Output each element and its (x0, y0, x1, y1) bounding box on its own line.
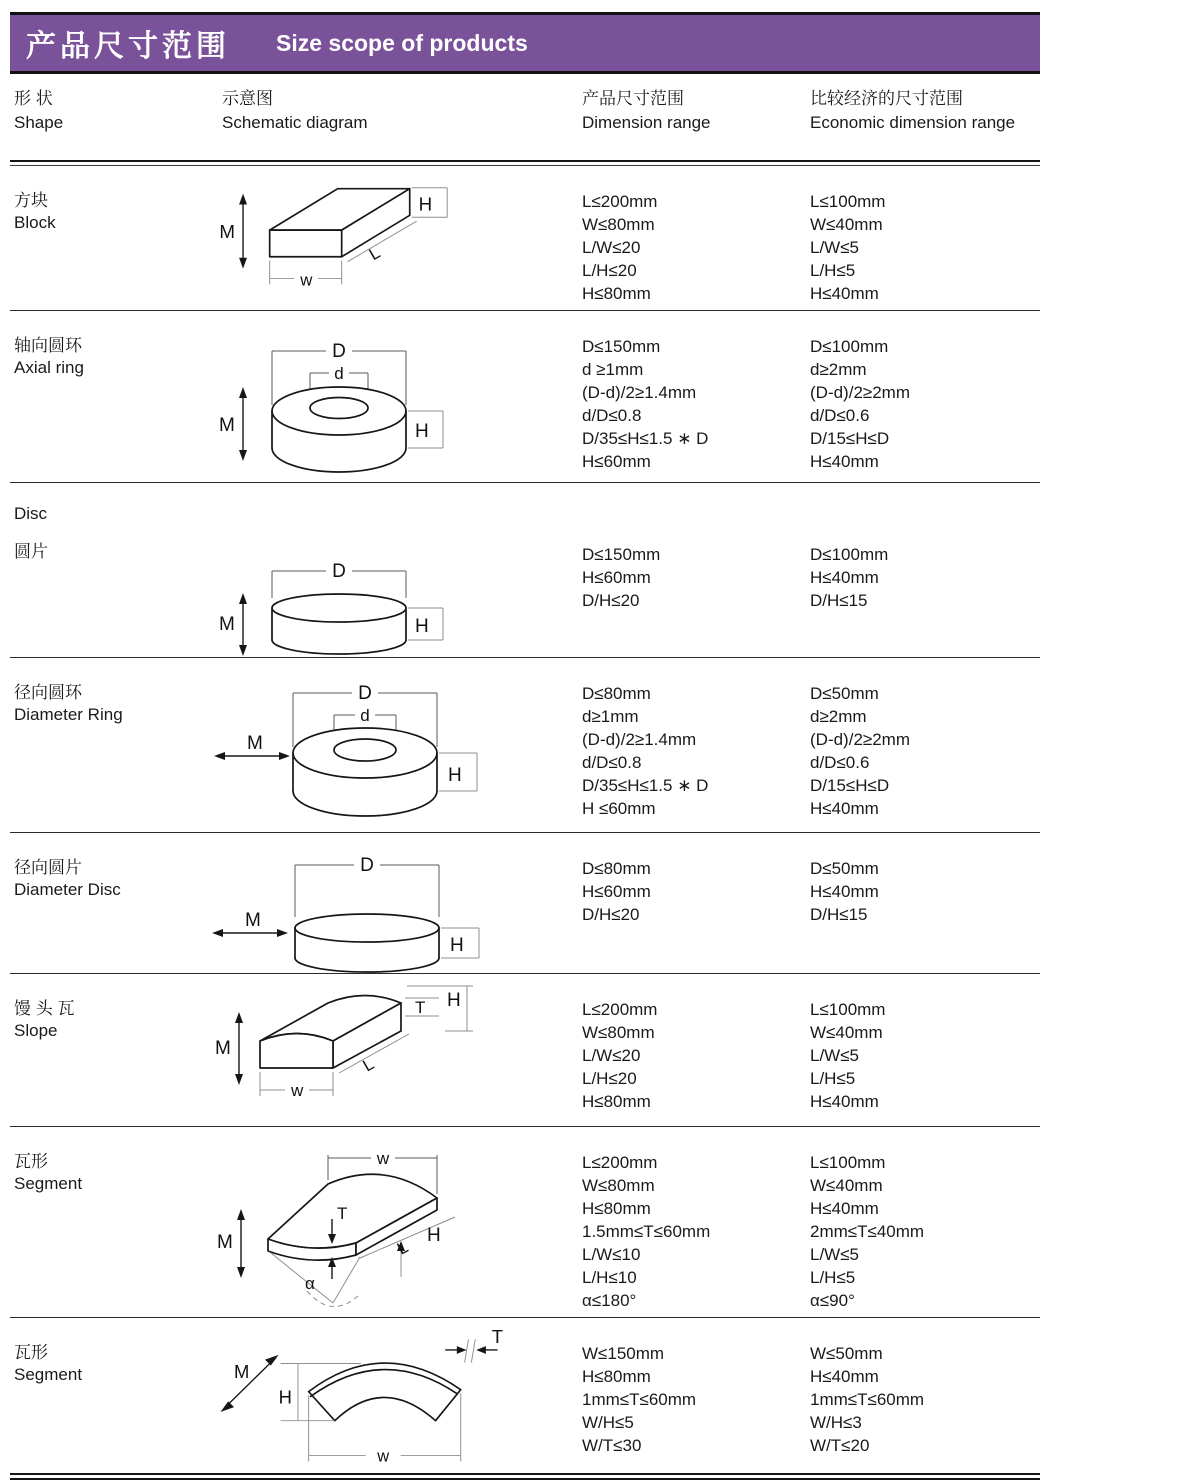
slope-schematic (205, 974, 575, 1126)
shape-name: 轴向圆环 Axial ring (14, 336, 84, 377)
dimension-line: L/H≤10 (582, 1268, 637, 1287)
shape-name: Disc 圆片 (14, 504, 48, 561)
shape-name: 瓦形 Segment (14, 1343, 83, 1384)
diameter-disc-diagram (205, 833, 575, 973)
diagram-label-m: M (219, 221, 235, 242)
table-row-slope (10, 974, 1040, 1127)
diagram-label-l: L (359, 1054, 378, 1076)
column-header-shape: 形 状 Shape (14, 89, 64, 132)
economic-range (810, 543, 888, 612)
dimension-line: H≤80mm (582, 1092, 651, 1111)
dimension-line: d/D≤0.6 (810, 753, 870, 772)
diagram-label-d-outer: D (332, 341, 346, 362)
disc-bottom (295, 958, 439, 972)
dimension-line: W/T≤30 (582, 1436, 642, 1455)
dimension-line: D/H≤20 (582, 591, 640, 610)
disc-bottom (272, 640, 406, 654)
table-row-diameter-disc (10, 833, 1040, 974)
dimension-line: D≤80mm (582, 859, 651, 878)
diagram-label-t: T (337, 1204, 348, 1223)
dimension-line: W≤40mm (810, 1176, 883, 1195)
dimension-line: (D-d)/2≥2mm (810, 730, 910, 749)
dimension-line: W/H≤3 (810, 1413, 862, 1432)
ring-hole (334, 739, 396, 761)
dimension-line: W≤80mm (582, 1023, 655, 1042)
table-row-diameter-ring (10, 658, 1040, 833)
dimension-line: D/H≤20 (582, 905, 640, 924)
dimension-range (582, 190, 657, 305)
table-row-axial-ring (10, 311, 1040, 483)
segment-band (309, 1363, 461, 1421)
disc-top (272, 594, 406, 622)
block-schematic (205, 166, 575, 310)
diagram-label-d-outer: D (332, 561, 346, 582)
dimension-line: L≤200mm (582, 1153, 658, 1172)
economic-range (810, 682, 910, 820)
shape-name: 方块 Block (14, 191, 56, 232)
dimension-line: L/W≤5 (810, 1046, 860, 1065)
economic-range (810, 998, 885, 1113)
economic-range (810, 335, 910, 473)
diagram-label-l: L (393, 1237, 412, 1259)
alpha-arc (307, 1291, 361, 1307)
diagram-label-d-inner: d (360, 706, 370, 725)
diagram-label-alpha: α (305, 1274, 315, 1293)
dimension-line: d≥2mm (810, 707, 867, 726)
slope-diagram (205, 974, 575, 1126)
diagram-label-m: M (245, 910, 261, 931)
diameter-ring-diagram (205, 658, 575, 832)
economic-range (810, 190, 885, 305)
dimension-line: L≤200mm (582, 1000, 658, 1019)
disc-top (295, 914, 439, 942)
dimension-range (582, 682, 708, 820)
diagram-label-m: M (219, 415, 235, 436)
dimension-line: d/D≤0.8 (582, 753, 642, 772)
table-row-segment-2 (10, 1318, 1040, 1473)
dimension-line: L≤200mm (582, 192, 658, 211)
dimension-line: H≤40mm (810, 284, 879, 303)
dimension-line: H≤60mm (582, 882, 651, 901)
ring-bottom (293, 791, 437, 816)
dimension-line: H ≤60mm (582, 799, 656, 818)
diagram-label-d-outer: D (360, 855, 374, 876)
segment-2d-diagram (205, 1318, 575, 1473)
dimension-line: L/W≤5 (810, 1245, 860, 1264)
diagram-label-h: H (418, 193, 433, 215)
block-diagram (205, 166, 575, 310)
diameter-disc-schematic (205, 833, 575, 973)
diagram-label-h: H (415, 421, 429, 442)
diagram-label-h: H (278, 1386, 292, 1408)
dimension-line: d/D≤0.8 (582, 406, 642, 425)
column-header-schematic: 示意图 Schematic diagram (222, 89, 368, 132)
diagram-label-h: H (450, 935, 464, 956)
dimension-line: H≤40mm (810, 568, 879, 587)
economic-range (810, 857, 879, 926)
dimension-line: D/15≤H≤D (810, 429, 890, 448)
dimension-line: D≤50mm (810, 684, 879, 703)
dimension-line: d≥2mm (810, 360, 867, 379)
dimension-range (582, 857, 651, 926)
dimension-line: H≤40mm (810, 799, 879, 818)
diagram-label-w: w (300, 270, 313, 290)
dimension-line: D/H≤15 (810, 905, 868, 924)
dimension-line: H≤40mm (810, 882, 879, 901)
diagram-label-d-inner: d (334, 364, 344, 383)
dimension-line: L/H≤5 (810, 261, 856, 280)
disc-diagram (205, 483, 575, 657)
title-bar (10, 12, 1040, 74)
dimension-line: H≤80mm (582, 1367, 651, 1386)
page-title-en: Size scope of products (276, 29, 528, 56)
dimension-line: L/H≤20 (582, 1069, 637, 1088)
dimension-line: d ≥1mm (582, 360, 644, 379)
dimension-line: L/H≤5 (810, 1069, 856, 1088)
table-column-headers (10, 88, 1040, 160)
diagram-label-d-outer: D (358, 683, 372, 704)
dimension-line: W/T≤20 (810, 1436, 870, 1455)
dimension-line: W≤50mm (810, 1344, 883, 1363)
shape-name: 径向圆环 Diameter Ring (14, 683, 123, 724)
diagram-label-h: H (447, 990, 461, 1011)
dimension-range (582, 998, 657, 1113)
dimension-line: L/W≤20 (582, 1046, 641, 1065)
dimension-line: L≤100mm (810, 1153, 886, 1172)
dimension-line: W≤150mm (582, 1344, 665, 1363)
diagram-label-m: M (247, 733, 263, 754)
dimension-line: W≤80mm (582, 1176, 655, 1195)
dimension-line: D/H≤15 (810, 591, 868, 610)
shape-name: 瓦形 Segment (14, 1152, 83, 1193)
dimension-line: H≤80mm (582, 1199, 651, 1218)
diagram-label-w: w (376, 1149, 390, 1168)
segment-2d-schematic (205, 1318, 575, 1473)
diagram-label-t: T (491, 1326, 503, 1348)
dimension-range (582, 1342, 696, 1457)
dimension-line: W≤80mm (582, 215, 655, 234)
dimension-line: L≤100mm (810, 1000, 886, 1019)
dimension-line: d≥1mm (582, 707, 639, 726)
economic-range (810, 1151, 924, 1312)
dimension-line: H≤60mm (582, 568, 651, 587)
dimension-line: (D-d)/2≥1.4mm (582, 730, 697, 749)
ring-hole (310, 398, 368, 419)
ring-bottom (272, 448, 406, 472)
axial-ring-diagram (205, 311, 575, 482)
dimension-line: L/H≤20 (582, 261, 637, 280)
diagram-label-l: L (365, 243, 384, 265)
table-row-block (10, 166, 1040, 311)
dimension-line: α≤180° (582, 1291, 637, 1310)
diagram-label-m: M (215, 1038, 231, 1059)
dimension-line: L/W≤20 (582, 238, 641, 257)
dimension-line: D≤100mm (810, 337, 889, 356)
shape-name: 径向圆片 Diameter Disc (14, 858, 121, 899)
table-row-segment (10, 1127, 1040, 1318)
disc-schematic (205, 483, 575, 657)
page-title-zh: 产品尺寸范围 (26, 30, 230, 63)
dimension-line: D≤150mm (582, 545, 661, 564)
axial-ring-schematic (205, 311, 575, 482)
dimension-line: D≤80mm (582, 684, 651, 703)
diagram-label-h: H (415, 616, 429, 637)
slope-front-face (260, 1034, 333, 1069)
dimension-line: L/H≤5 (810, 1268, 856, 1287)
diagram-label-m: M (234, 1361, 250, 1383)
table-row-disc (10, 483, 1040, 658)
dimension-line: (D-d)/2≥1.4mm (582, 383, 697, 402)
diagram-label-m: M (217, 1232, 233, 1253)
dimension-line: L≤100mm (810, 192, 886, 211)
dimension-line: D/15≤H≤D (810, 776, 890, 795)
column-header-economic-range: 比较经济的尺寸范围 Economic dimension range (810, 89, 1016, 132)
dimension-line: L/W≤10 (582, 1245, 641, 1264)
dimension-line: H≤80mm (582, 284, 651, 303)
dimension-line: 1mm≤T≤60mm (810, 1390, 925, 1409)
economic-range (810, 1342, 924, 1457)
dimension-line: H≤60mm (582, 452, 651, 471)
diagram-label-w: w (291, 1081, 304, 1100)
dimension-line: (D-d)/2≥2mm (810, 383, 910, 402)
dimension-line: D≤100mm (810, 545, 889, 564)
dimension-line: 2mm≤T≤40mm (810, 1222, 925, 1241)
dimension-line: 1mm≤T≤60mm (582, 1390, 697, 1409)
dimension-range (582, 543, 660, 612)
dimension-line: α≤90° (810, 1291, 855, 1310)
dimension-line: H≤40mm (810, 452, 879, 471)
diagram-label-t: T (415, 998, 426, 1017)
diagram-label-m: M (219, 614, 235, 635)
column-header-dimension-range: 产品尺寸范围 Dimension range (582, 89, 711, 132)
diagram-label-h: H (448, 765, 462, 786)
dimension-line: H≤40mm (810, 1092, 879, 1111)
dimension-line: H≤40mm (810, 1199, 879, 1218)
dimension-line: D≤150mm (582, 337, 661, 356)
dimension-line: W/H≤5 (582, 1413, 634, 1432)
diagram-label-h: H (427, 1225, 441, 1246)
dimension-line: W≤40mm (810, 215, 883, 234)
dimension-line: D/35≤H≤1.5 ∗ D (582, 429, 709, 448)
dimension-range (582, 1151, 710, 1312)
dimension-line: d/D≤0.6 (810, 406, 870, 425)
dimension-line: D≤50mm (810, 859, 879, 878)
dimension-line: L/W≤5 (810, 238, 860, 257)
dimension-line: D/35≤H≤1.5 ∗ D (582, 776, 709, 795)
dimension-line: 1.5mm≤T≤60mm (582, 1222, 711, 1241)
catalog-page (10, 12, 1040, 1480)
block-front-face (270, 230, 342, 257)
diagram-label-w: w (377, 1447, 390, 1466)
shape-name: 馒 头 瓦 Slope (14, 999, 75, 1040)
segment-3d-diagram (205, 1127, 575, 1317)
dimension-line: H≤40mm (810, 1367, 879, 1386)
dimension-range (582, 335, 708, 473)
diameter-ring-schematic (205, 658, 575, 832)
dimension-line: W≤40mm (810, 1023, 883, 1042)
segment-schematic (205, 1127, 575, 1317)
